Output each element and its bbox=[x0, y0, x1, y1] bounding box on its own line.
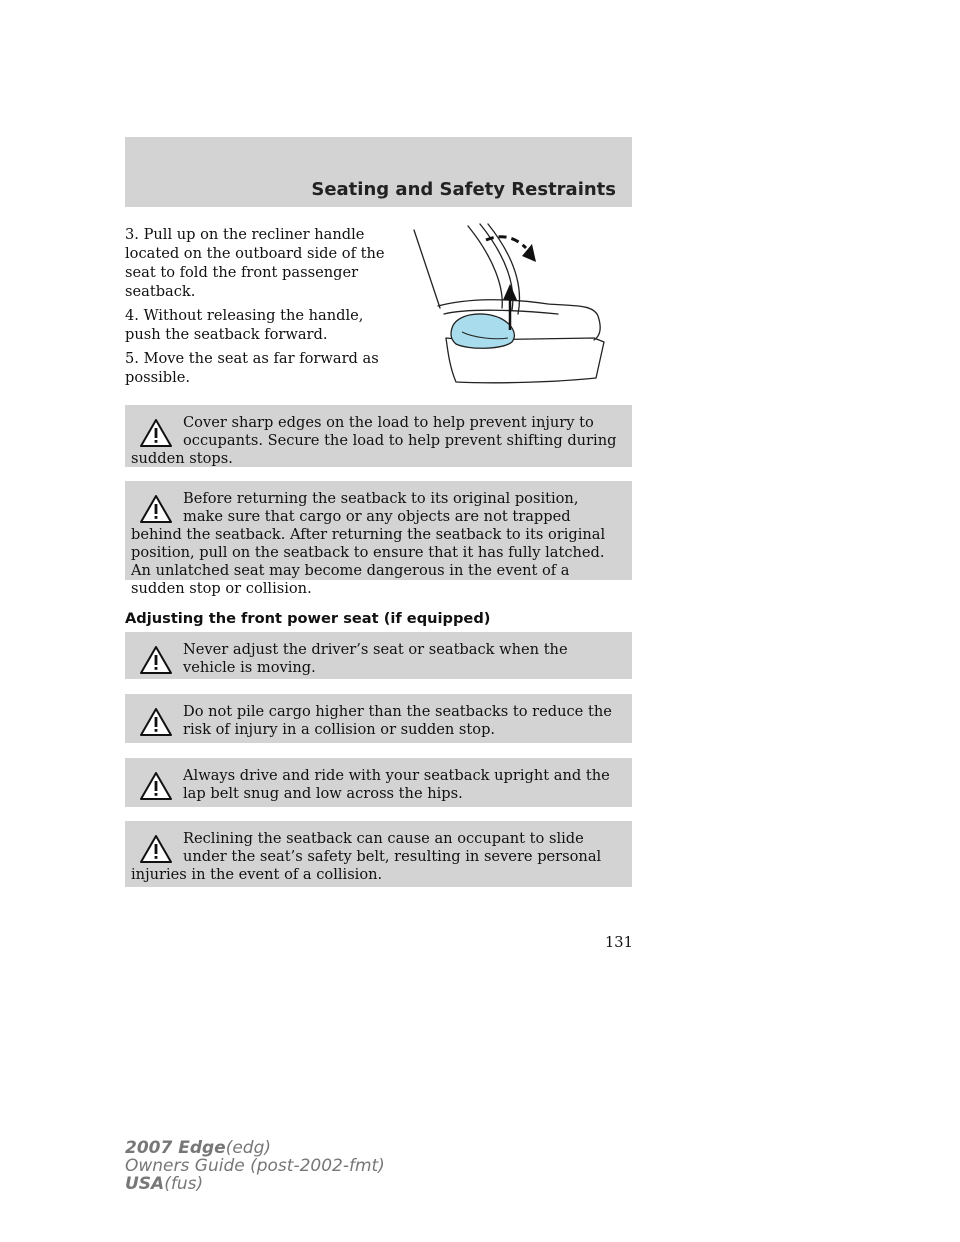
warning-box-6 bbox=[125, 821, 632, 887]
footer-line-3 bbox=[125, 1175, 385, 1193]
warning-triangle-icon bbox=[139, 707, 173, 737]
seat-recliner-illustration bbox=[408, 218, 633, 388]
warning-triangle-icon bbox=[139, 645, 173, 675]
warning-triangle-icon bbox=[139, 771, 173, 801]
warning-triangle-icon bbox=[139, 418, 173, 448]
page-number: 131 bbox=[605, 934, 633, 951]
page-header-title: Seating and Safety Restraints bbox=[311, 179, 616, 200]
footer-market: USA bbox=[125, 1174, 165, 1194]
warning-text-1: Cover sharp edges on the load to help prevent injury to occupants. Secure the load to help prevent shifting during sudden stops. bbox=[131, 414, 617, 467]
warning-box-4 bbox=[125, 694, 632, 743]
footer-market-code: (fus) bbox=[164, 1174, 204, 1194]
footer-doc-info bbox=[125, 1139, 385, 1193]
warning-box-2 bbox=[125, 481, 632, 597]
warning-box-3 bbox=[125, 632, 632, 679]
step-5: 5. Move the seat as far forward as possible. bbox=[125, 350, 379, 386]
warning-triangle-icon bbox=[139, 834, 173, 864]
footer-model: 2007 Edge bbox=[125, 1138, 226, 1158]
warning-text-6: Reclining the seatback can cause an occupant to slide under the seat’s safety belt, resulting in severe personal injuries in the event of a collision. bbox=[131, 830, 602, 883]
warning-text-5: Always drive and ride with your seatback upright and the lap belt snug and low across the hips. bbox=[183, 767, 610, 802]
warning-text-3: Never adjust the driver’s seat or seatback when the vehicle is moving. bbox=[183, 641, 568, 676]
warning-box-1 bbox=[125, 405, 632, 467]
header-band bbox=[125, 137, 632, 207]
section-heading: Adjusting the front power seat (if equipped) bbox=[125, 610, 491, 627]
footer-line-2: Owners Guide (post-2002-fmt) bbox=[125, 1156, 385, 1176]
step-3: 3. Pull up on the recliner handle located on the outboard side of the seat to fold the front passenger seatback. bbox=[125, 226, 385, 300]
footer-line-1 bbox=[125, 1139, 385, 1157]
warning-triangle-icon bbox=[139, 494, 173, 524]
step-4: 4. Without releasing the handle, push the seatback forward. bbox=[125, 307, 364, 343]
warning-text-4: Do not pile cargo higher than the seatbacks to reduce the risk of injury in a collision or sudden stop. bbox=[183, 703, 612, 738]
warning-text-2: Before returning the seatback to its original position, make sure that cargo or any objects are not trapped behind the seatback. After returning the seatback to its original position, pull on the seatback to ensure that it has fully latched. An unlatched seat may become dangerous in the event of a sudden stop or collision. bbox=[131, 490, 606, 597]
footer-model-code: (edg) bbox=[225, 1138, 272, 1158]
warning-box-5 bbox=[125, 758, 632, 807]
